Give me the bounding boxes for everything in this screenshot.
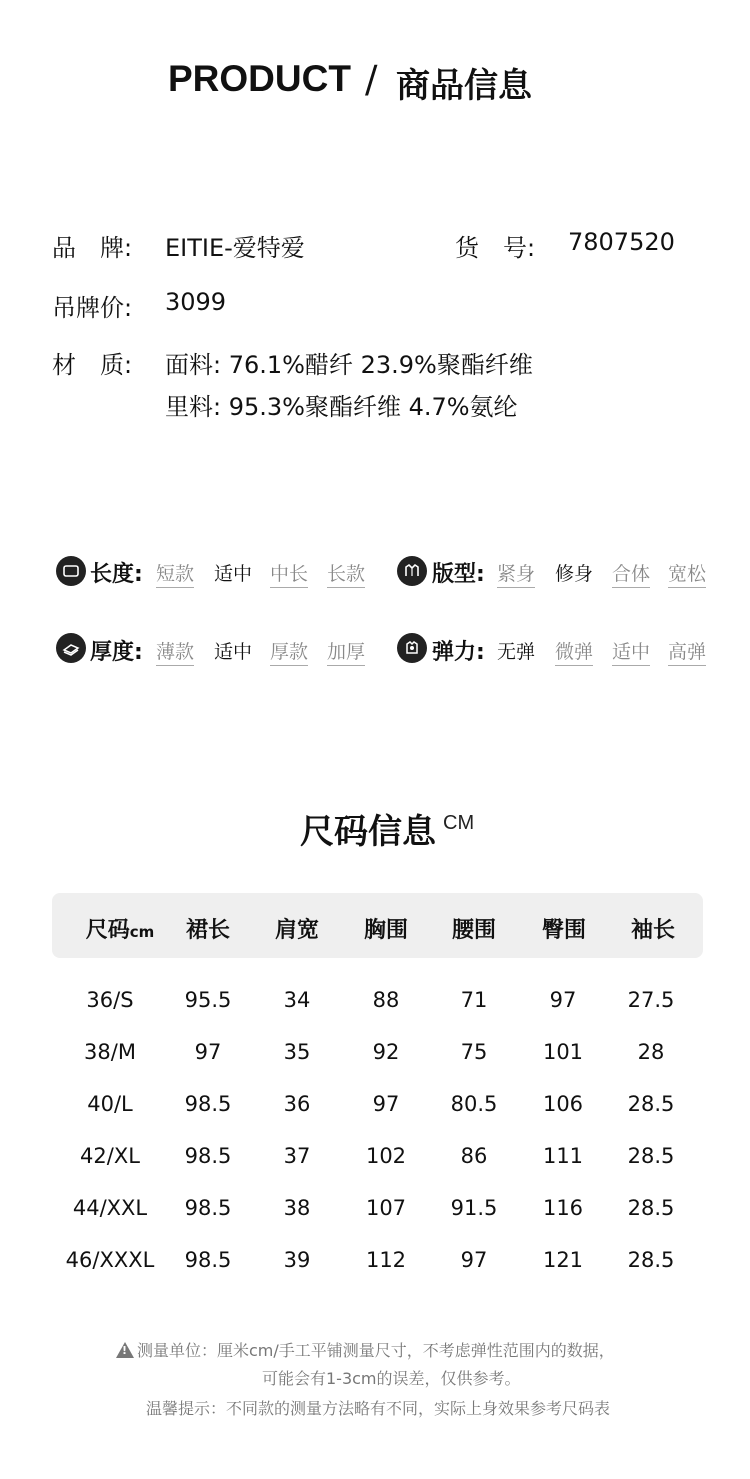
measurement-cell: 97 bbox=[460, 1248, 488, 1272]
measurement-cell: 98.5 bbox=[184, 1144, 232, 1168]
material-label: 材 质: bbox=[52, 351, 133, 379]
length-icon bbox=[56, 556, 86, 586]
sku-value: 7807520 bbox=[568, 228, 675, 256]
measurement-cell: 27.5 bbox=[627, 988, 675, 1012]
size-cell: 38/M bbox=[84, 1040, 136, 1064]
measurement-cell: 106 bbox=[542, 1092, 584, 1116]
measurement-cell: 92 bbox=[372, 1040, 400, 1064]
length-label: 长度: bbox=[90, 562, 143, 587]
measurement-cell: 98.5 bbox=[184, 1248, 232, 1272]
brand-label: 品 牌: bbox=[52, 234, 133, 262]
elasticity-option-slight: 微弹 bbox=[555, 637, 593, 666]
price-label: 吊牌价: bbox=[52, 294, 133, 322]
material-line1: 面料: 76.1%醋纤 23.9%聚酯纤维 bbox=[165, 351, 533, 379]
measurement-cell: 116 bbox=[542, 1196, 584, 1220]
measurement-cell: 71 bbox=[460, 988, 488, 1012]
measurement-cell: 36 bbox=[283, 1092, 311, 1116]
thickness-option-thick: 厚款 bbox=[270, 637, 308, 666]
elasticity-option-none: 无弹 bbox=[497, 641, 536, 663]
thickness-label: 厚度: bbox=[90, 640, 143, 665]
note-line3: 温馨提示：不同款的测量方法略有不同，实际上身效果参考尺码表 bbox=[146, 1399, 611, 1418]
measurement-cell: 98.5 bbox=[184, 1196, 232, 1220]
fit-option-tight: 紧身 bbox=[497, 559, 535, 588]
material-line2: 里料: 95.3%聚酯纤维 4.7%氨纶 bbox=[165, 393, 518, 421]
header-bust: 胸围 bbox=[363, 918, 408, 943]
fit-icon bbox=[397, 556, 427, 586]
measurement-cell: 37 bbox=[283, 1144, 311, 1168]
fit-option-slim: 修身 bbox=[555, 563, 594, 585]
elasticity-option-medium: 适中 bbox=[612, 637, 650, 666]
header-sleeve: 袖长 bbox=[630, 918, 675, 943]
fit-option-loose: 宽松 bbox=[668, 559, 706, 588]
measurement-cell: 35 bbox=[283, 1040, 311, 1064]
measurement-cell: 38 bbox=[283, 1196, 311, 1220]
size-cell: 36/S bbox=[86, 988, 134, 1012]
measurement-cell: 28.5 bbox=[627, 1248, 675, 1272]
measurement-cell: 97 bbox=[194, 1040, 222, 1064]
measurement-cell: 91.5 bbox=[450, 1196, 498, 1220]
brand-value: EITIE-爱特爱 bbox=[165, 234, 305, 262]
header-size: 尺码cm bbox=[85, 918, 155, 943]
measurement-cell: 39 bbox=[283, 1248, 311, 1272]
length-option-midlong: 中长 bbox=[270, 559, 308, 588]
measurement-cell: 28.5 bbox=[627, 1092, 675, 1116]
elasticity-label: 弹力: bbox=[432, 640, 485, 665]
title-cn: 商品信息 bbox=[396, 66, 532, 106]
sku-label: 货 号: bbox=[455, 234, 536, 262]
measurement-cell: 97 bbox=[372, 1092, 400, 1116]
note-line1: !测量单位：厘米cm/手工平铺测量尺寸，不考虑弹性范围内的数据， bbox=[116, 1338, 615, 1361]
length-option-medium: 适中 bbox=[214, 563, 253, 585]
elasticity-icon bbox=[397, 633, 427, 663]
header-size-unit: cm bbox=[129, 923, 155, 941]
size-cell: 42/XL bbox=[80, 1144, 140, 1168]
elasticity-option-high: 高弹 bbox=[668, 637, 706, 666]
measurement-cell: 98.5 bbox=[184, 1092, 232, 1116]
measurement-cell: 28.5 bbox=[627, 1196, 675, 1220]
measurement-cell: 34 bbox=[283, 988, 311, 1012]
header-skirt-length: 裙长 bbox=[185, 918, 230, 943]
thickness-icon bbox=[56, 633, 86, 663]
title-slash: / bbox=[365, 58, 378, 101]
measurement-cell: 101 bbox=[542, 1040, 584, 1064]
measurement-cell: 86 bbox=[460, 1144, 488, 1168]
header-hip: 臀围 bbox=[541, 918, 586, 943]
thickness-option-thin: 薄款 bbox=[156, 637, 194, 666]
thickness-option-extra-thick: 加厚 bbox=[327, 637, 365, 666]
measurement-cell: 95.5 bbox=[184, 988, 232, 1012]
length-option-long: 长款 bbox=[327, 559, 365, 588]
measurement-cell: 111 bbox=[542, 1144, 584, 1168]
measurement-cell: 75 bbox=[460, 1040, 488, 1064]
size-section-unit: CM bbox=[443, 812, 475, 834]
measurement-cell: 112 bbox=[365, 1248, 407, 1272]
measurement-cell: 80.5 bbox=[450, 1092, 498, 1116]
measurement-cell: 107 bbox=[365, 1196, 407, 1220]
measurement-cell: 97 bbox=[549, 988, 577, 1012]
title-en: PRODUCT bbox=[168, 58, 351, 99]
warning-icon bbox=[116, 1342, 134, 1358]
measurement-cell: 121 bbox=[542, 1248, 584, 1272]
fit-option-regular: 合体 bbox=[612, 559, 650, 588]
size-cell: 40/L bbox=[87, 1092, 133, 1116]
length-option-short: 短款 bbox=[156, 559, 194, 588]
price-value: 3099 bbox=[165, 288, 227, 316]
size-cell: 46/XXXL bbox=[65, 1248, 155, 1272]
note-line2: 可能会有1-3cm的误差，仅供参考。 bbox=[262, 1369, 521, 1388]
size-section-title: 尺码信息 bbox=[300, 812, 436, 852]
measurement-cell: 28.5 bbox=[627, 1144, 675, 1168]
measurement-cell: 102 bbox=[365, 1144, 407, 1168]
thickness-option-medium: 适中 bbox=[214, 641, 253, 663]
size-cell: 44/XXL bbox=[72, 1196, 148, 1220]
measurement-cell: 88 bbox=[372, 988, 400, 1012]
header-waist: 腰围 bbox=[451, 918, 496, 943]
measurement-cell: 28 bbox=[637, 1040, 665, 1064]
fit-label: 版型: bbox=[432, 562, 485, 587]
header-shoulder: 肩宽 bbox=[274, 918, 319, 943]
